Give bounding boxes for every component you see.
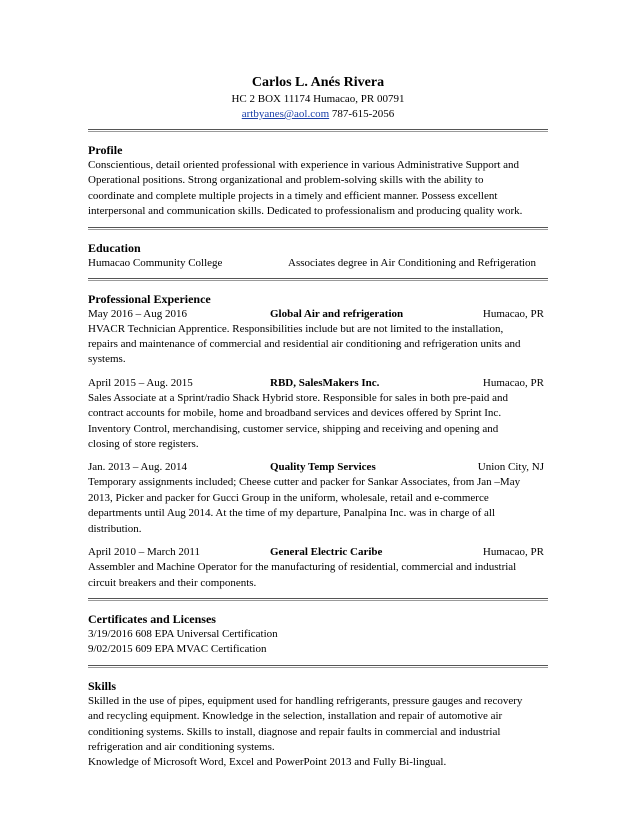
certificate-item: 3/19/2016 608 EPA Universal Certification (88, 627, 278, 640)
job-company: General Electric Caribe (270, 546, 383, 559)
job-header (88, 460, 548, 475)
applicant-address: HC 2 BOX 11174 Humacao, PR 00791 (231, 93, 405, 105)
job-dates: Jan. 2013 – Aug. 2014 (88, 461, 187, 474)
resume-header (88, 74, 548, 122)
job-company: Global Air and refrigeration (270, 307, 404, 320)
job-description (88, 322, 548, 368)
email-link[interactable]: artbyanes@aol.com (241, 108, 330, 120)
job-header (88, 545, 548, 560)
job-description (88, 475, 548, 537)
section-divider (88, 227, 548, 230)
job-line: Temporary assignments included; Cheese cutter and packer for Sankar Associates, from Jan –May (88, 476, 521, 489)
job-description (88, 560, 548, 591)
phone-number: 787-615-2056 (331, 108, 395, 120)
education-section (88, 240, 548, 271)
job-location: Humacao, PR (482, 376, 544, 389)
job-line: 2013, Picker and packer for Gucci Group in the uniform, wholesale, retail and e-commerce (88, 491, 489, 504)
section-divider (88, 129, 548, 132)
skills-heading: Skills (88, 678, 117, 693)
job-description (88, 391, 548, 453)
job-location: Humacao, PR (482, 546, 544, 559)
job-company: RBD, SalesMakers Inc. (270, 376, 380, 389)
skills-section (88, 678, 548, 771)
skills-line: conditioning systems. Skills to install, diagnose and repair faults in commercial and industrial (88, 725, 501, 738)
profile-line: Conscientious, detail oriented professional with experience in various Administrative Support and (88, 159, 520, 171)
job-line: repairs and maintenance of commercial and residential air conditioning and refrigeration units and (88, 338, 521, 351)
job-dates: May 2016 – Aug 2016 (88, 307, 187, 320)
profile-line: coordinate and complete multiple projects in a timely and efficient manner. Possess excellent (88, 189, 498, 202)
job-line: closing of store registers. (88, 438, 199, 451)
job-header (88, 376, 548, 391)
job-line: Inventory Control, merchandising, customer service, shipping and receiving and opening and (88, 422, 499, 435)
profile-section (88, 142, 548, 220)
certificates-section (88, 611, 548, 658)
job-line: departments until Aug 2014. At the time of my departure, Panalpina Inc. was in charge of all (88, 507, 495, 520)
job-line: circuit breakers and their components. (88, 576, 257, 589)
skills-text (88, 694, 548, 771)
profile-line: Operational positions. Strong organizational and problem-solving skills with the ability to (88, 174, 484, 187)
profile-heading: Profile (88, 143, 123, 157)
job-dates: April 2010 – March 2011 (88, 546, 201, 559)
section-divider (88, 598, 548, 601)
certificates-list (88, 627, 548, 658)
job-entry (88, 460, 548, 537)
certificates-heading: Certificates and Licenses (88, 611, 216, 626)
experience-heading: Professional Experience (88, 291, 211, 306)
experience-section (88, 291, 548, 591)
certificate-item: 9/02/2015 609 EPA MVAC Certification (88, 643, 267, 656)
job-line: Sales Associate at a Sprint/radio Shack Hybrid store. Responsible for sales in both pre-paid and (88, 391, 509, 404)
job-line: systems. (88, 353, 126, 366)
job-location: Union City, NJ (477, 461, 544, 474)
profile-line: interpersonal and communication skills. Dedicated to professionalism and producing quality work. (88, 205, 523, 218)
profile-text (88, 158, 548, 220)
applicant-name: Carlos L. Anés Rivera (251, 75, 385, 90)
skills-line: Knowledge of Microsoft Word, Excel and PowerPoint 2013 and Fully Bi-lingual. (88, 756, 447, 769)
skills-line: Skilled in the use of pipes, equipment used for handling refrigerants, pressure gauges and recovery (88, 694, 523, 707)
job-line: distribution. (88, 522, 142, 535)
contact-line (88, 107, 548, 122)
school-name: Humacao Community College (88, 256, 223, 269)
education-entry (88, 256, 548, 271)
skills-line: refrigeration and air conditioning systems. (88, 740, 275, 753)
job-company: Quality Temp Services (270, 461, 376, 474)
resume-page (88, 0, 548, 771)
job-line: Assembler and Machine Operator for the manufacturing of residential, commercial and industrial (88, 561, 517, 574)
section-divider (88, 665, 548, 668)
degree-name: Associates degree in Air Conditioning and Refrigeration (288, 256, 537, 269)
job-entry (88, 376, 548, 453)
job-line: contract accounts for mobile, home and broadband services and devices offered by Sprint Inc. (88, 407, 502, 420)
skills-line: and recycling equipment. Knowledge in the selection, installation and repair of automotive air (88, 710, 503, 723)
job-entry (88, 307, 548, 368)
section-divider (88, 278, 548, 281)
job-header (88, 307, 548, 322)
job-line: HVACR Technician Apprentice. Responsibilities include but are not limited to the installation, (88, 322, 504, 335)
education-heading: Education (88, 240, 141, 255)
job-dates: April 2015 – Aug. 2015 (88, 376, 193, 389)
job-entry (88, 545, 548, 591)
job-location: Humacao, PR (482, 307, 544, 320)
